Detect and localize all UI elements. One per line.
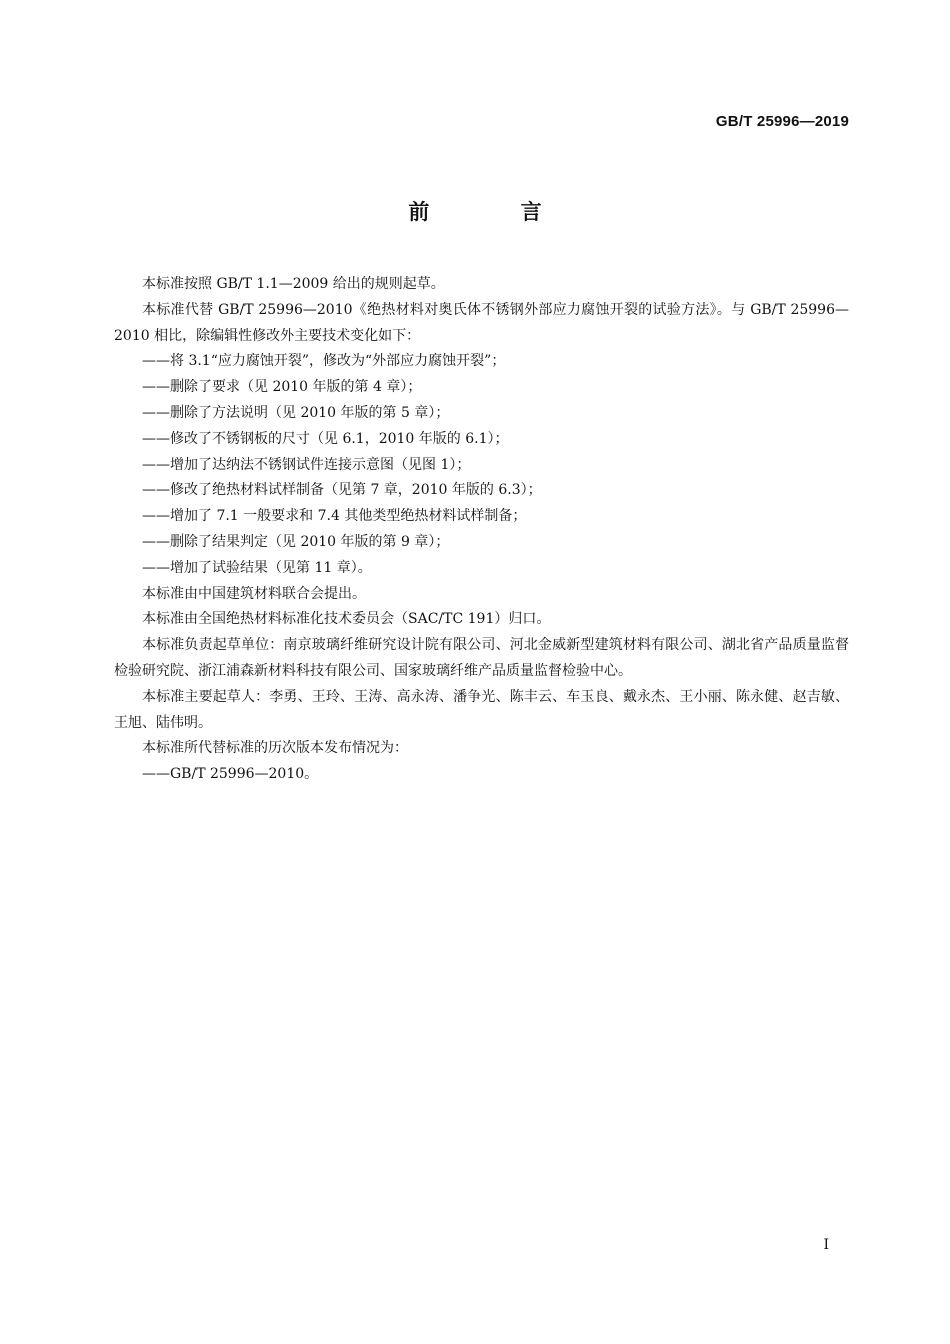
change-item: ——修改了绝热材料试样制备（见第 7 章，2010 年版的 6.3）； xyxy=(142,482,542,499)
paragraph-drafting-units: 本标准负责起草单位：南京玻璃纤维研究设计院有限公司、河北金威新型建筑材料有限公司、湖北省产品质量监督检验研究院、浙江浦森新材料科技有限公司、国家玻璃纤维产品质量监督检验中心。 xyxy=(114,637,849,679)
change-item: ——修改了不锈钢板的尺寸（见 6.1，2010 年版的 6.1）； xyxy=(142,430,509,447)
paragraph-drafting-rules: 本标准按照 GB/T 1.1—2009 给出的规则起草。 xyxy=(142,276,445,292)
paragraph-drafters: 本标准主要起草人：李勇、王玲、王涛、高永涛、潘争光、陈丰云、车玉良、戴永杰、王小丽、陈永健、赵吉敏、王旭、陆伟明。 xyxy=(114,688,849,731)
change-item: ——增加了 7.1 一般要求和 7.4 其他类型绝热材料试样制备； xyxy=(142,508,527,525)
page-title: 前 言 xyxy=(408,200,584,224)
page-number: I xyxy=(823,1237,829,1253)
paragraph-committee: 本标准由全国绝热材料标准化技术委员会（SAC/TC 191）归口。 xyxy=(142,611,551,628)
change-item: ——删除了方法说明（见 2010 年版的第 5 章）； xyxy=(142,404,450,421)
change-item: ——删除了要求（见 2010 年版的第 4 章）； xyxy=(142,379,422,396)
history-item: ——GB/T 25996—2010。 xyxy=(142,766,319,783)
change-item: ——增加了达纳法不锈钢试件连接示意图（见图 1）； xyxy=(142,456,471,473)
change-item: ——增加了试验结果（见第 11 章）。 xyxy=(142,559,372,576)
change-item: ——删除了结果判定（见 2010 年版的第 9 章）； xyxy=(142,533,450,550)
foreword-body xyxy=(114,272,849,788)
paragraph-replacement: 本标准代替 GB/T 25996—2010《绝热材料对奥氏体不锈钢外部应力腐蚀开裂的试验方法》。与 GB/T 25996—2010 相比，除编辑性修改外主要技术变化如下： xyxy=(114,301,849,344)
paragraph-history: 本标准所代替标准的历次版本发布情况为： xyxy=(142,740,408,757)
change-item: ——将 3.1“应力腐蚀开裂”，修改为“外部应力腐蚀开裂”； xyxy=(142,353,506,370)
standard-code: GB/T 25996—2019 xyxy=(715,113,849,130)
paragraph-proposer: 本标准由中国建筑材料联合会提出。 xyxy=(142,585,366,602)
